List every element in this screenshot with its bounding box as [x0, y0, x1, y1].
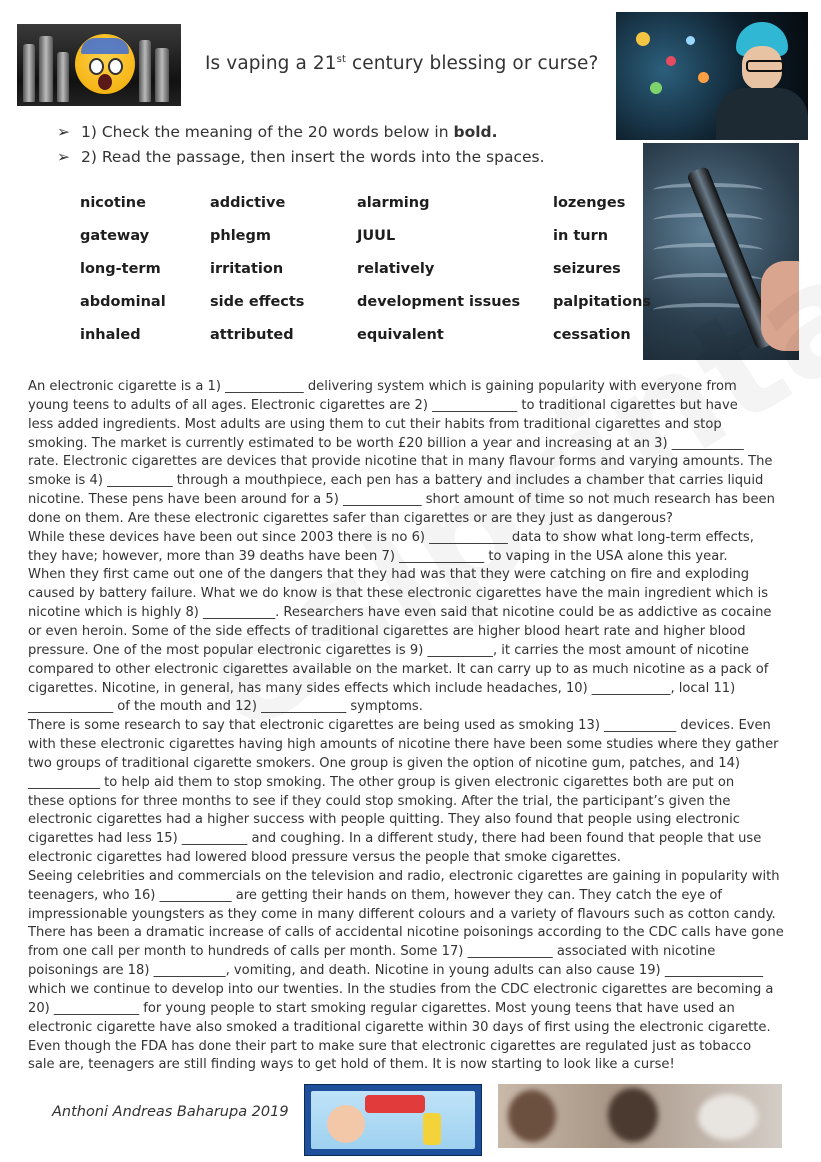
word-bank-item: long-term — [80, 261, 161, 277]
passage-line: nicotine which is highly 8) ___________. Researchers have even said that nicotine could be as addictive as cocaine — [28, 605, 772, 621]
word-bank-item: addictive — [210, 195, 286, 211]
passage-line: or even heroin. Some of the side effects of traditional cigarettes are higher blood heart rate and higher blood — [28, 623, 746, 639]
passage-line: two groups of traditional cigarette smokers. One group is given the option of nicotine gum, patches, and 14) — [28, 755, 741, 771]
passage-line: There has been a dramatic increase of calls of accidental nicotine poisonings according to the CDC calls have gone — [28, 925, 784, 941]
passage-line: less added ingredients. Most adults are using them to cut their habits from traditional cigarettes and stop — [28, 416, 722, 432]
word-bank-item: inhaled — [80, 327, 141, 343]
arrow-bullet-icon: ➢ — [57, 148, 70, 166]
passage-line: Even though the FDA has done their part to make sure that electronic cigarettes are regulated just as tobacco — [28, 1038, 752, 1054]
shocked-emoji-icon — [75, 34, 135, 94]
passage-line: young teens to adults of all ages. Electronic cigarettes are 2) _____________ to traditional cigarettes but have — [28, 397, 738, 413]
kids-vaping-image — [498, 1084, 782, 1148]
passage-line: teenagers, who 16) ___________ are getting their hands on them, however they can. They catch the eye of — [28, 887, 723, 903]
word-bank-item: nicotine — [80, 195, 146, 211]
passage-line: done on them. Are these electronic cigarettes safer than cigarettes or are they just as dangerous? — [28, 510, 673, 526]
passage-line: poisonings are 18) ___________, vomiting, and death. Nicotine in young adults can also cause 19) _______________ — [28, 963, 764, 979]
vape-pen-lungs-image — [643, 143, 799, 360]
toy-vape-package-image — [304, 1084, 482, 1156]
passage-line: ___________ to help aid them to stop smoking. The other group is given electronic cigarettes both are put on — [28, 774, 735, 790]
word-bank-item: seizures — [553, 261, 621, 277]
passage-line: An electronic cigarette is a 1) ____________ delivering system which is gaining popularity with everyone from — [28, 379, 737, 394]
passage-line: these options for three months to see if they could stop smoking. After the trial, the participant’s given the — [28, 793, 731, 809]
passage-line: cigarettes. Nicotine, in general, has many sides effects which include headaches, 10) ____________, local 11) — [28, 680, 736, 696]
person-vaping-image — [616, 12, 808, 140]
passage-line: pressure. One of the most popular electronic cigarettes is 9) __________, it carries the most amount of nicotine — [28, 642, 749, 658]
word-bank-item: side effects — [210, 294, 305, 310]
arrow-bullet-icon: ➢ — [57, 123, 70, 141]
passage-line: impressionable youngsters as they come in many different colours and a variety of flavours such as cotton candy. — [28, 906, 776, 922]
word-bank-item: relatively — [357, 261, 435, 277]
passage-line: smoke is 4) __________ through a mouthpiece, each pen has a battery and includes a chamber that carries liquid — [28, 473, 764, 489]
passage-line: There is some research to say that electronic cigarettes are being used as smoking 13) ___________ devices. Even — [28, 718, 771, 734]
instruction-item-2: ➢ 2) Read the passage, then insert the words into the spaces. — [57, 148, 545, 166]
passage-line: cigarettes had less 15) __________ and coughing. In a different study, there had been found that people that use — [28, 831, 762, 847]
passage-line: sale are, teenagers are still finding ways to get hold of them. It is now starting to look like a curse! — [28, 1057, 675, 1073]
passage-line: While these devices have been out since 2003 there is no 6) ____________ data to show what long-term effects, — [28, 529, 754, 545]
word-bank-item: irritation — [210, 261, 284, 277]
passage-line: 20) _____________ for young people to start smoking regular cigarettes. Most young teens that have used an — [28, 1000, 735, 1016]
passage-line: with these electronic cigarettes having high amounts of nicotine there have been some studies where they gather — [28, 737, 779, 753]
passage-line: compared to other electronic cigarettes available on the market. It can carry up to as much nicotine as a pack of — [28, 661, 769, 677]
word-bank-item: in turn — [553, 228, 609, 244]
passage-line: from one call per month to hundreds of calls per month. Some 17) _____________ associated with nicotine — [28, 944, 716, 960]
author-credit: Anthoni Andreas Baharupa 2019 — [52, 1104, 289, 1120]
page-title: Is vaping a 21st century blessing or curse? — [205, 53, 599, 74]
word-bank-item: phlegm — [210, 228, 271, 244]
word-bank-item: palpitations — [553, 294, 652, 310]
vape-devices-emoji-image — [17, 24, 181, 106]
passage-line: When they first came out one of the dangers that they had was that they were catching on fire and exploding — [28, 567, 750, 583]
passage-line: _____________ of the mouth and 12) _____________ symptoms. — [28, 699, 423, 715]
reading-passage — [28, 378, 784, 1075]
passage-line: which we continue to develop into our twenties. In the studies from the CDC electronic cigarettes are becoming a — [28, 982, 774, 997]
word-bank-item: gateway — [80, 228, 150, 244]
word-bank-item: cessation — [553, 327, 631, 343]
passage-line: electronic cigarette have also smoked a traditional cigarette within 30 days of first using the electronic cigarette. — [28, 1019, 771, 1035]
instruction-item-1: ➢ 1) Check the meaning of the 20 words below in bold. — [57, 123, 498, 141]
word-bank-item: JUUL — [357, 228, 396, 244]
passage-line: they have; however, more than 39 deaths have been 7) _____________ to vaping in the USA alone this year. — [28, 548, 728, 564]
passage-line: caused by battery failure. What we do know is that these electronic cigarettes have the main ingredient which is — [28, 586, 769, 602]
word-bank-item: abdominal — [80, 294, 166, 310]
word-bank-item: alarming — [357, 195, 430, 211]
passage-line: electronic cigarettes had lowered blood pressure versus the people that smoke cigarettes. — [28, 850, 621, 866]
passage-line: rate. Electronic cigarettes are devices that provide nicotine that in many flavour forms and varying amounts. The — [28, 454, 773, 470]
word-bank-item: attributed — [210, 327, 294, 343]
word-bank-item: lozenges — [553, 195, 626, 211]
word-bank-item: development issues — [357, 294, 521, 310]
passage-line: Seeing celebrities and commercials on the television and radio, electronic cigarettes are gaining in popularity with — [28, 868, 780, 884]
word-bank-item: equivalent — [357, 327, 444, 343]
passage-line: nicotine. These pens have been around for a 5) ____________ short amount of time so not much research has been — [28, 492, 775, 508]
passage-line: electronic cigarettes had a higher success with people quitting. They also found that people using electronic — [28, 812, 740, 828]
passage-line: smoking. The market is currently estimated to be worth £20 billion a year and increasing at an 3) ___________ — [28, 435, 744, 451]
